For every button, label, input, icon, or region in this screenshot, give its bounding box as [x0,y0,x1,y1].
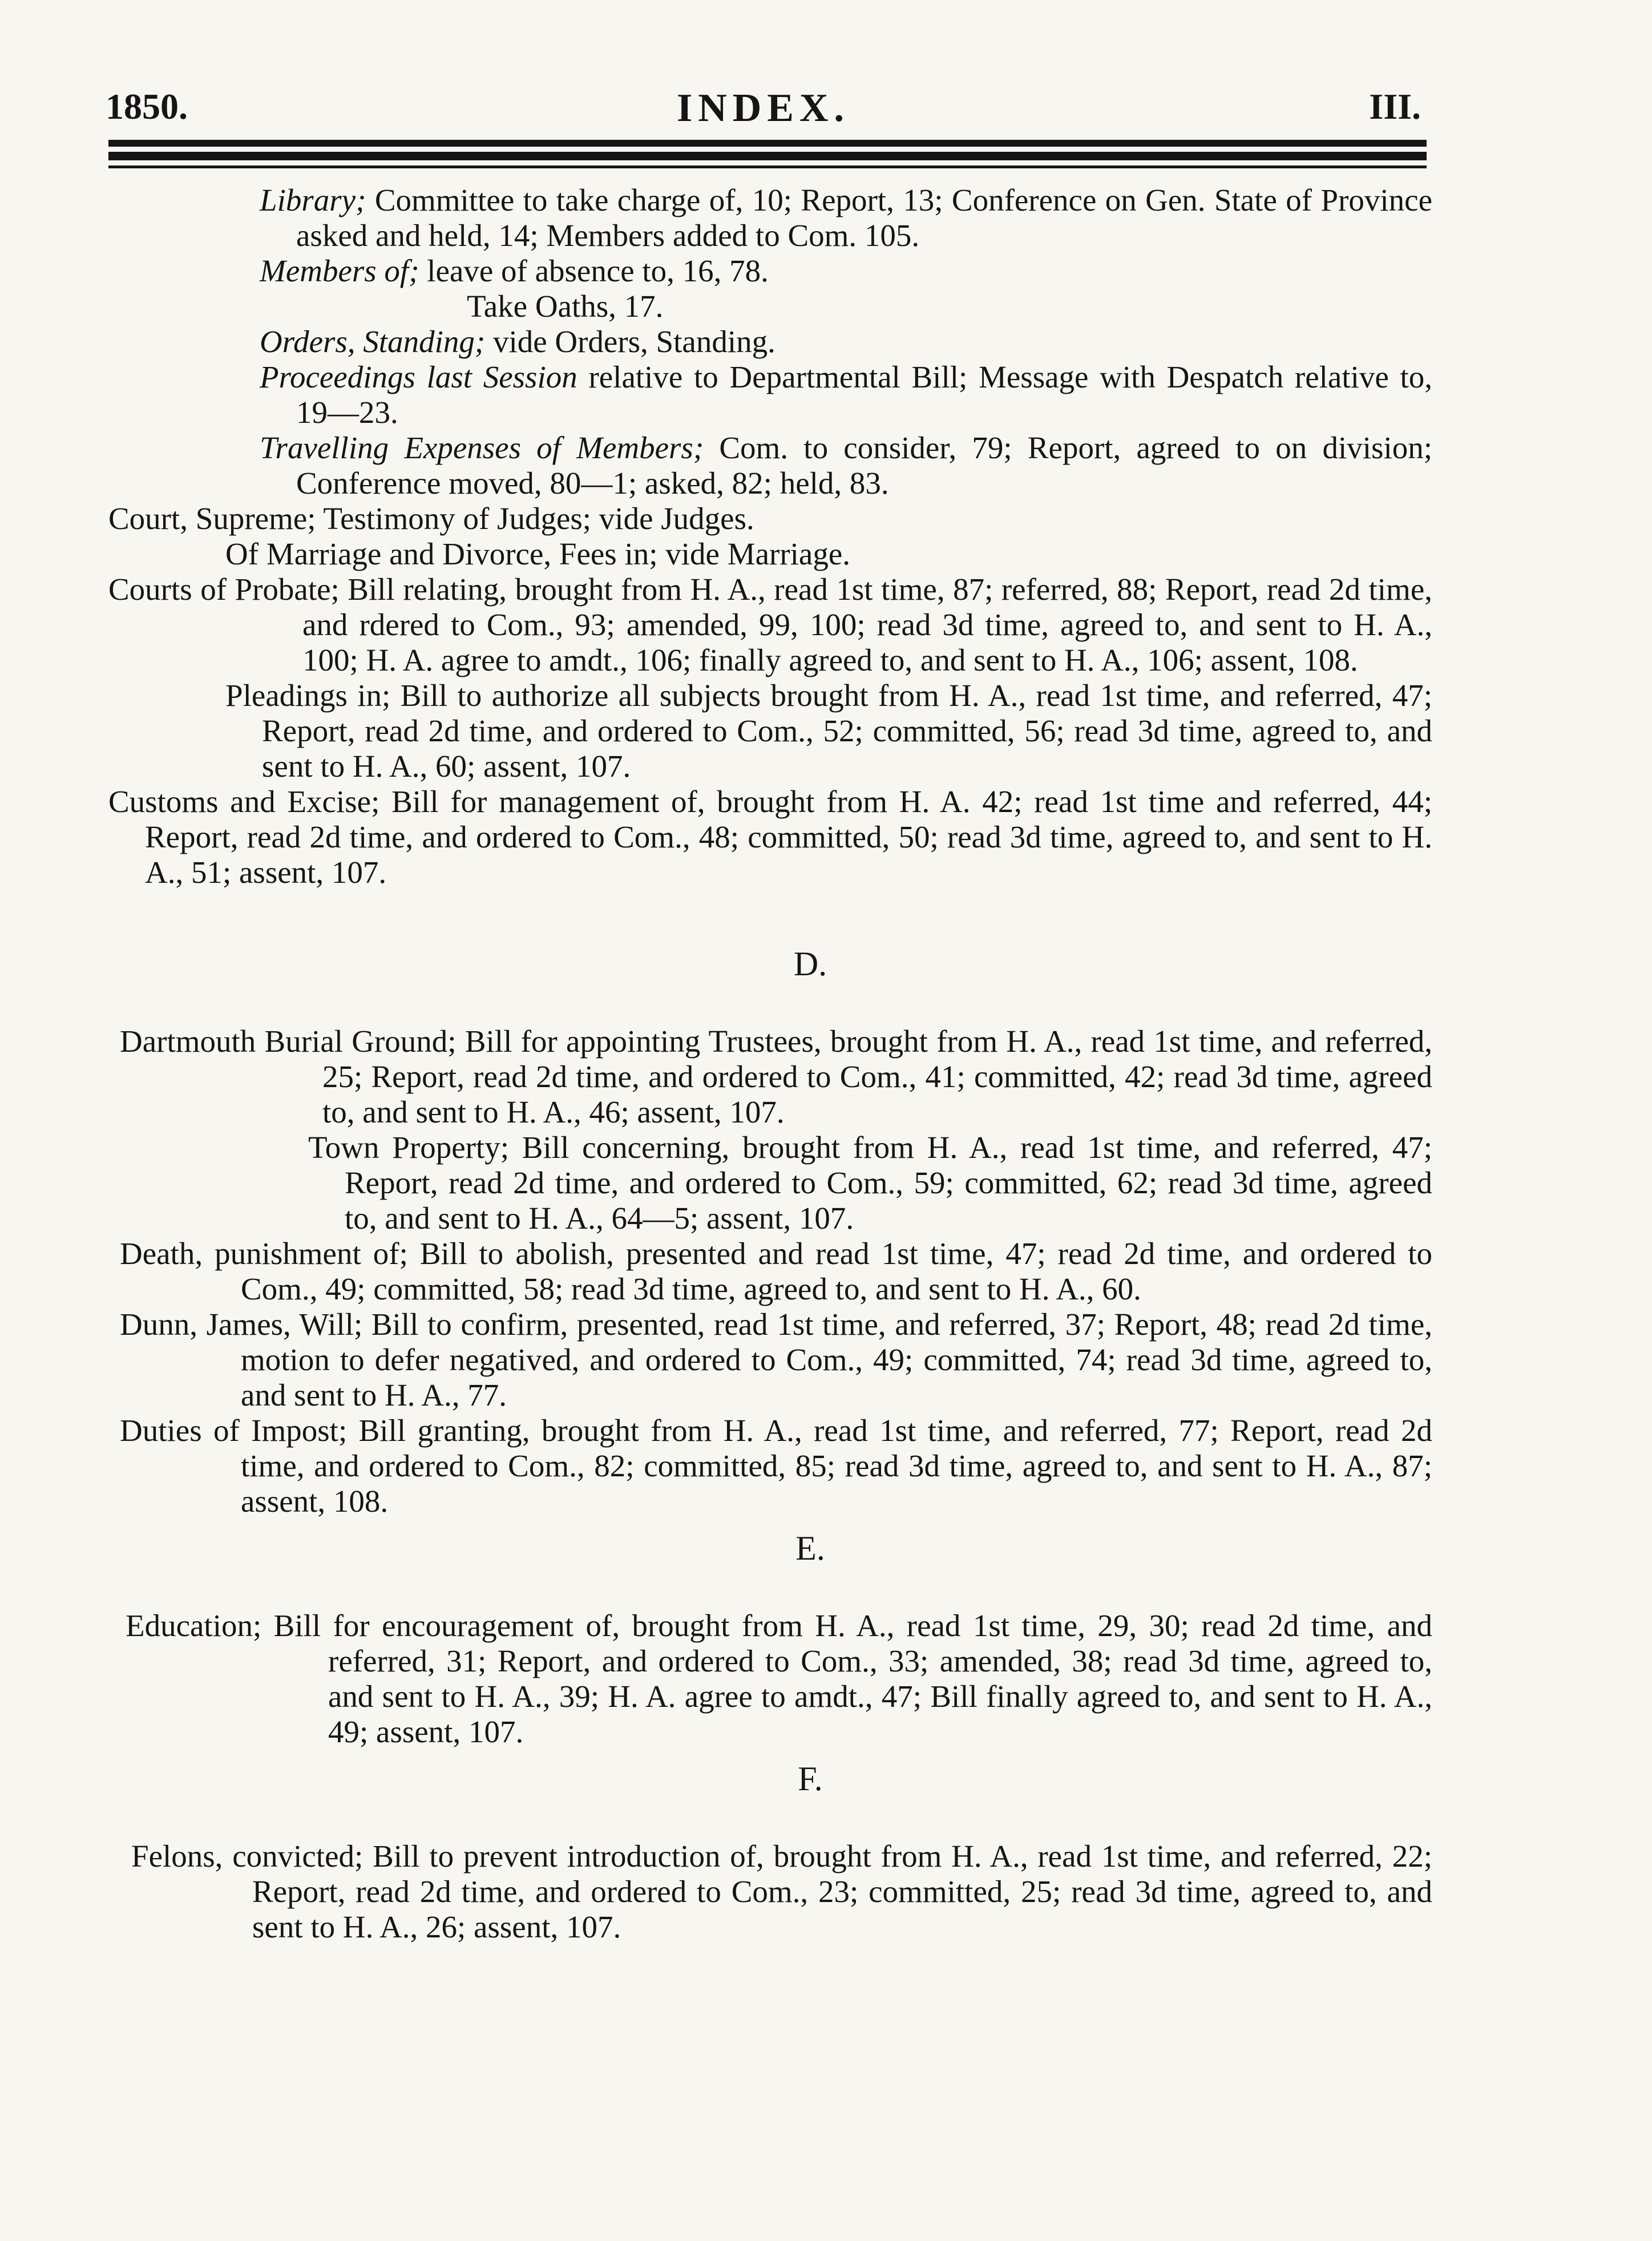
entry-text: Committee to take charge of, 10; Report, 13; Conference on Gen. State of Province asked and held, 14; Members added to Com. 105. [296,183,1433,253]
header-rule-bottom [108,165,1427,168]
entry-proceedings [108,360,1432,430]
entry-text: vide Orders, Standing. [492,324,775,359]
entry-library [108,183,1432,253]
entry-of-marriage: Of Marriage and Divorce, Fees in; vide Marriage. [225,536,851,571]
header-title: INDEX. [676,86,850,130]
entry-pleadings: Pleadings in; Bill to authorize all subjects brought from H. A., read 1st time, and referred, 47; Report, read 2d time, and ordered to Com., 52; committed, 56; read 3d time, agreed to, and sent to H. A., 60; assent, 107. [225,678,1432,784]
entry-courts-of-probate: Courts of Probate; Bill relating, brought from H. A., read 1st time, 87; referred, 88; Report, read 2d time, and rdered to Com., 93; amended, 99, 100; read 3d time, agreed to, and sent to H. A., 100; H. A. agree to amdt., 106; finally agreed to, and sent to H. A., 106; assent, 108. [108,572,1432,677]
entry-orders [108,324,1432,360]
header-rule-top [108,140,1427,147]
entry-key: Orders, Standing; [260,324,486,359]
entry-text: Com. to consider, 79; Report, agreed to on division; Conference moved, 80—1; asked, 82; held, 83. [296,430,1433,500]
entry-customs: Customs and Excise; Bill for management of, brought from H. A. 42; read 1st time and referred, 44; Report, read 2d time, and ordered to Com., 48; committed, 50; read 3d time, agreed to, and sent to H. A., 51; assent, 107. [108,784,1432,890]
entry-court-supreme: Court, Supreme; Testimony of Judges; vide Judges. [108,501,754,536]
entry-take-oaths: Take Oaths, 17. [467,289,664,324]
header-year: 1850. [106,86,188,127]
header-page-number: III. [1369,86,1421,127]
section-letter-f: F. [798,1760,823,1798]
entry-town-property: Town Property; Bill concerning, brought from H. A., read 1st time, and referred, 47; Report, read 2d time, and ordered to Com., 59; committed, 62; read 3d time, agreed to, and sent to H. A., 64—5; assent, 107. [308,1130,1432,1235]
entry-education: Education; Bill for encouragement of, brought from H. A., read 1st time, 29, 30; read 2d time, and referred, 31; Report, and ordered to Com., 33; amended, 38; read 3d time, agreed to, and sent to H. A., 39; H. A. agree to amdt., 47; Bill finally agreed to, and sent to H. A., 49; assent, 107. [126,1608,1432,1749]
entry-felons: Felons, convicted; Bill to prevent introduction of, brought from H. A., read 1st time, and referred, 22; Report, read 2d time, and ordered to Com., 23; committed, 25; read 3d time, agreed to, and sent to H. A., 26; assent, 107. [131,1839,1432,1944]
section-letter-e: E. [795,1529,825,1567]
entry-text: relative to Departmental Bill; Message with Despatch relative to, 19—23. [296,360,1433,430]
entry-key: Library; [260,183,366,217]
entry-members [108,253,1432,289]
entry-dartmouth-burial-ground: Dartmouth Burial Ground; Bill for appointing Trustees, brought from H. A., read 1st time, and referred, 25; Report, read 2d time, and ordered to Com., 41; committed, 42; read 3d time, agreed to, and sent to H. A., 46; assent, 107. [120,1024,1432,1129]
section-letter-d: D. [793,945,827,983]
entry-dunn: Dunn, James, Will; Bill to confirm, presented, read 1st time, and referred, 37; Report, 48; read 2d time, motion to defer negatived, and ordered to Com., 49; committed, 74; read 3d time, agreed to, and sent to H. A., 77. [120,1307,1432,1412]
entry-key: Members of; [260,253,419,288]
entry-duties-of-impost: Duties of Impost; Bill granting, brought from H. A., read 1st time, and referred, 77; Report, read 2d time, and ordered to Com., 82; committed, 85; read 3d time, agreed to, and sent to H. A., 87; assent, 108. [120,1413,1432,1519]
entry-key: Travelling Expenses of Members; [260,430,704,465]
entry-death: Death, punishment of; Bill to abolish, presented and read 1st time, 47; read 2d time, and ordered to Com., 49; committed, 58; read 3d time, agreed to, and sent to H. A., 60. [120,1236,1432,1306]
header-rule-middle [108,152,1427,160]
entry-travelling [108,430,1432,501]
index-content [108,183,1432,1945]
page-header [106,86,1421,137]
entry-key: Proceedings last Session [260,360,577,394]
entry-text: leave of absence to, 16, 78. [427,253,769,288]
